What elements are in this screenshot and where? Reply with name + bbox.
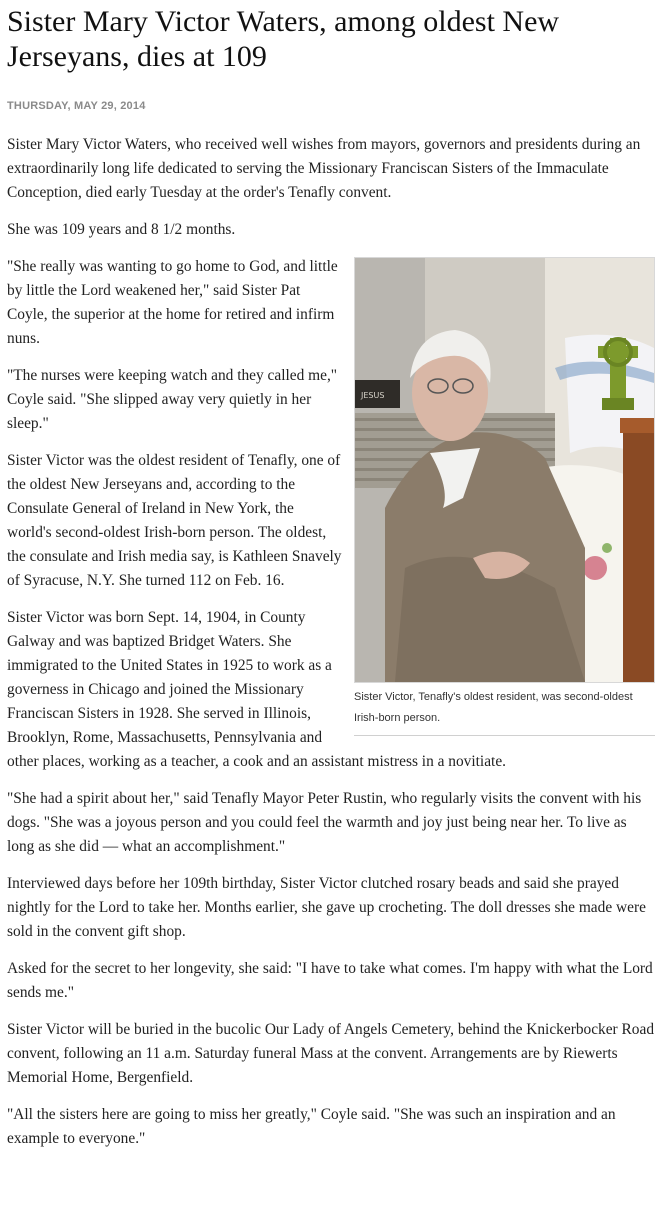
paragraph-9: Asked for the secret to her longevity, she said: "I have to take what comes. I'm happy with what the Lord sends me." [7, 960, 653, 1001]
paragraph-6: Sister Victor was born Sept. 14, 1904, in County Galway and was baptized Bridget Waters. She immigrated to the United States in 1925 to work as a governess in Chicago and joined the Missionary Franciscan Sisters in 1928. She served in Illinois, Brooklyn, Rome, Massachusetts, Pennsylvania and other places, working as a teacher, a cook and an assistant mistress in a novitiate. [7, 609, 506, 770]
photo-figure [354, 257, 655, 736]
paragraph-5: Sister Victor was the oldest resident of Tenafly, one of the oldest New Jerseyans and, according to the Consulate General of Ireland in New York, the world's second-oldest Irish-born person. The oldest, the consulate and Irish media say, is Kathleen Snavely of Syracuse, N.Y. She turned 112 on Feb. 16. [7, 452, 342, 589]
paragraph-3: "She really was wanting to go home to God, and little by little the Lord weakened her," said Sister Pat Coyle, the superior at the home for retired and infirm nuns. [7, 258, 338, 347]
paragraph-11: "All the sisters here are going to miss her greatly," Coyle said. "She was such an inspiration and an example to everyone." [7, 1106, 616, 1147]
publish-date: THURSDAY, MAY 29, 2014 [7, 100, 146, 112]
paragraph-1: Sister Mary Victor Waters, who received well wishes from mayors, governors and presidents during an extraordinarily long life dedicated to serving the Missionary Franciscan Sisters of the Immaculate Conception, died early Tuesday at the order's Tenafly convent. [7, 136, 641, 201]
paragraph-10: Sister Victor will be buried in the bucolic Our Lady of Angels Cemetery, behind the Knickerbocker Road convent, following an 11 a.m. Saturday funeral Mass at the convent. Arrangements are by Riewerts Memorial Home, Bergenfield. [7, 1021, 655, 1086]
portrait-photo [354, 257, 655, 683]
paragraph-7: "She had a spirit about her," said Tenafly Mayor Peter Rustin, who regularly visits the convent with his dogs. "She was a joyous person and you could feel the warmth and joy just being near her. To live as long as she did — what an accomplishment." [7, 790, 642, 855]
paragraph-2: She was 109 years and 8 1/2 months. [7, 221, 236, 238]
photo-caption: Sister Victor, Tenafly's oldest resident, was second-oldest Irish-born person. [354, 683, 655, 736]
plaque-text: JESUS [361, 391, 385, 400]
headline: Sister Mary Victor Waters, among oldest New Jerseyans, dies at 109 [7, 5, 560, 73]
paragraph-8: Interviewed days before her 109th birthday, Sister Victor clutched rosary beads and said she prayed nightly for the Lord to take her. Months earlier, she gave up crocheting. The doll dresses she made were sold in the convent gift shop. [7, 875, 646, 940]
article-body [7, 133, 655, 1151]
paragraph-4: "The nurses were keeping watch and they called me," Coyle said. "She slipped away very quietly in her sleep." [7, 367, 338, 432]
article [7, 0, 655, 1164]
